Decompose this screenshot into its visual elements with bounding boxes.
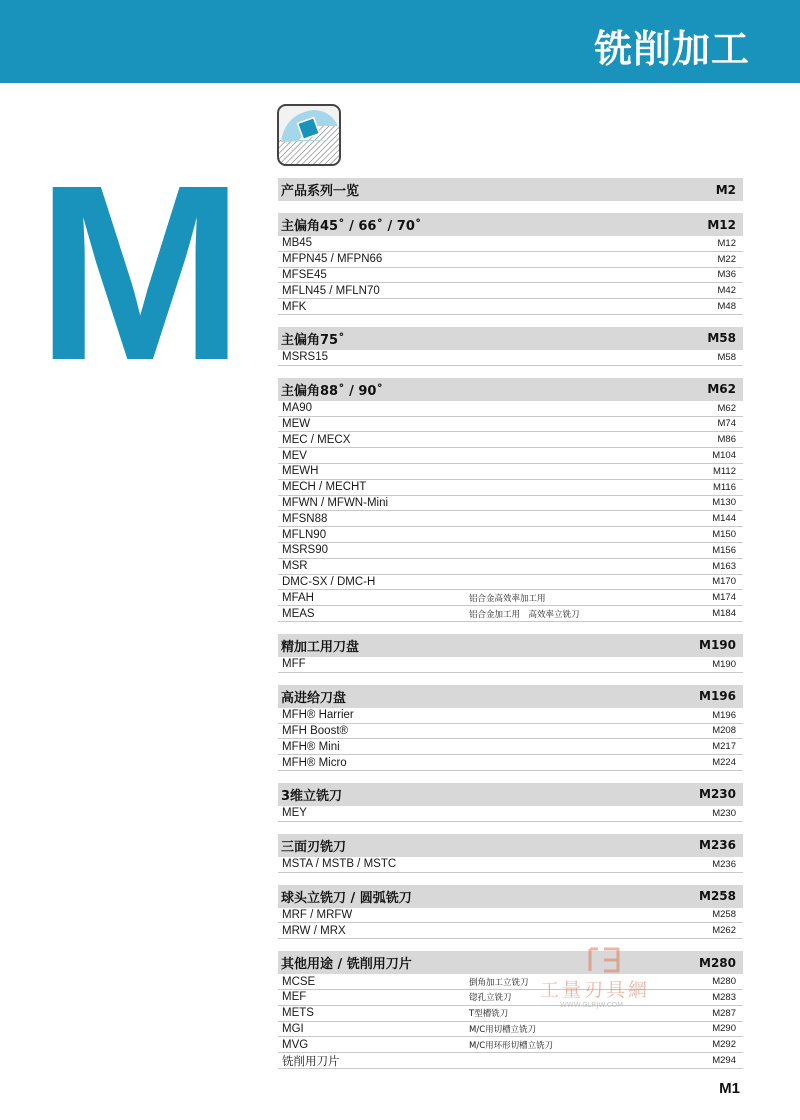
row-page: M184 (712, 608, 736, 620)
row-name: MB45 (282, 237, 313, 250)
row-description: M/C用环形切槽立铣刀 (469, 1040, 554, 1051)
toc-row[interactable] (278, 590, 743, 606)
row-name: MRW / MRX (282, 924, 346, 937)
row-page: M287 (712, 1007, 736, 1019)
row-page: M58 (717, 351, 736, 363)
row-page: M74 (717, 418, 736, 430)
toc-row[interactable] (278, 268, 743, 284)
section-header[interactable] (278, 834, 743, 857)
toc-row[interactable] (278, 857, 743, 873)
section-page: M2 (715, 182, 736, 197)
section-header[interactable] (278, 885, 743, 908)
section-title: 主偏角45˚ / 66˚ / 70˚ (281, 219, 422, 234)
row-page: M208 (712, 725, 736, 737)
toc-row[interactable] (278, 448, 743, 464)
row-name: MGI (282, 1022, 304, 1035)
row-name: METS (282, 1007, 314, 1020)
section-page: M12 (707, 217, 736, 232)
row-name: MFLN45 / MFLN70 (282, 284, 380, 297)
row-description: 铝合金高效率加工用 (469, 593, 546, 604)
row-page: M170 (712, 576, 736, 588)
toc-row[interactable] (278, 401, 743, 417)
row-description: T型槽铣刀 (469, 1009, 509, 1020)
row-page: M116 (712, 481, 736, 493)
row-page: M104 (712, 450, 736, 462)
toc-section (278, 834, 743, 873)
row-page: M42 (717, 285, 736, 297)
row-name: MFLN90 (282, 528, 327, 541)
section-page: M230 (699, 787, 736, 802)
row-page: M48 (717, 301, 736, 313)
toc-row[interactable] (278, 923, 743, 939)
row-name: MFWN / MFWN-Mini (282, 496, 389, 509)
toc-row[interactable] (278, 1022, 743, 1038)
row-page: M280 (712, 976, 736, 987)
header-title: 铣削加工 (593, 27, 750, 71)
header-bar (0, 0, 800, 83)
watermark-url: WWW.GLRJW.COM (560, 1001, 624, 1009)
row-page: M290 (712, 1023, 736, 1035)
row-name: MSRS15 (282, 351, 329, 364)
section-page: M258 (699, 889, 736, 904)
toc-row[interactable] (278, 511, 743, 527)
section-title: 主偏角88˚ / 90˚ (281, 383, 383, 399)
toc-section (278, 885, 743, 940)
section-title: 精加工用刀盘 (281, 639, 360, 655)
row-page: M258 (712, 909, 736, 921)
section-page: M236 (699, 838, 736, 853)
toc-row[interactable] (278, 755, 743, 771)
row-page: M217 (712, 741, 736, 753)
section-title: 产品系列一览 (281, 184, 360, 199)
section-title: 其他用途 / 铣削用刀片 (281, 957, 412, 973)
toc-section (278, 685, 743, 771)
row-name: MCSE (282, 975, 316, 988)
row-name: MFSN88 (282, 512, 328, 525)
row-name: MSR (282, 560, 308, 573)
toc-row[interactable] (278, 283, 743, 299)
row-name: MEWH (282, 465, 319, 478)
watermark-text: 工量刃具網 (540, 979, 651, 1001)
row-name: MEAS (282, 607, 315, 620)
row-page: M230 (712, 807, 736, 819)
row-page: M236 (712, 858, 736, 870)
toc-section (278, 783, 743, 822)
row-page: M86 (717, 434, 736, 446)
toc-row[interactable] (278, 417, 743, 433)
row-name: MA90 (282, 402, 313, 415)
toc-row[interactable] (278, 908, 743, 924)
row-name: DMC-SX / DMC-H (282, 575, 376, 588)
toc-row[interactable] (278, 1053, 743, 1069)
row-name: MFF (282, 658, 306, 671)
section-title: 主偏角75˚ (281, 332, 345, 348)
row-page: M36 (717, 269, 736, 281)
row-name: MEY (282, 807, 307, 820)
toc-section (278, 178, 743, 201)
toc-row[interactable] (278, 724, 743, 740)
toc-row[interactable] (278, 496, 743, 512)
row-name: MVG (282, 1038, 309, 1051)
toc-row[interactable] (278, 252, 743, 268)
toc-section (278, 213, 743, 315)
section-title: 高进给刀盘 (281, 690, 347, 706)
row-description: 倒角加工立铣刀 (469, 977, 529, 988)
row-name: MEV (282, 449, 307, 462)
row-name: MFSE45 (282, 268, 327, 281)
row-name: MRF / MRFW (282, 908, 353, 921)
section-page: M280 (699, 955, 736, 970)
section-page: M190 (699, 638, 736, 653)
toc-row[interactable] (278, 559, 743, 575)
row-page: M62 (717, 402, 736, 414)
toc-row[interactable] (278, 575, 743, 591)
row-description: 铝合金加工用 高效率立铣刀 (469, 609, 580, 620)
row-name: MFH® Mini (282, 740, 340, 753)
row-description: 锪孔立铣刀 (469, 993, 512, 1004)
row-page: M292 (712, 1039, 736, 1051)
section-header[interactable] (278, 685, 743, 708)
row-name: MFK (282, 300, 307, 313)
section-title: 3维立铣刀 (281, 788, 343, 804)
row-name: MSTA / MSTB / MSTC (282, 858, 397, 871)
toc-row[interactable] (278, 432, 743, 448)
section-page: M62 (707, 382, 736, 397)
chapter-letter: M (36, 133, 245, 412)
row-page: M262 (712, 925, 736, 937)
page-number: M1 (719, 1080, 740, 1097)
watermark (540, 945, 740, 1015)
toc-row[interactable] (278, 543, 743, 559)
section-header[interactable] (278, 378, 743, 401)
toc-row[interactable] (278, 657, 743, 673)
milling-insert-icon (277, 104, 341, 166)
toc-row[interactable] (278, 299, 743, 315)
row-name: MEW (282, 417, 311, 430)
row-page: M224 (712, 757, 736, 769)
section-header[interactable] (278, 327, 743, 350)
section-title: 球头立铣刀 / 圆弧铣刀 (281, 890, 412, 906)
toc-row[interactable] (278, 480, 743, 496)
toc-row[interactable] (278, 350, 743, 366)
row-page: M294 (712, 1054, 736, 1066)
row-name: MFH Boost® (282, 724, 348, 737)
toc-row[interactable] (278, 464, 743, 480)
row-name: MFAH (282, 591, 314, 604)
row-name: MFPN45 / MFPN66 (282, 253, 383, 266)
row-page: M144 (712, 513, 736, 525)
toc-section (278, 327, 743, 366)
section-page: M58 (707, 331, 736, 346)
row-page: M112 (712, 465, 736, 477)
row-page: M283 (712, 991, 736, 1003)
row-name: MEF (282, 991, 307, 1004)
row-name: MECH / MECHT (282, 481, 367, 494)
row-page: M190 (712, 658, 736, 670)
toc-section (278, 634, 743, 673)
toc-row[interactable] (278, 1037, 743, 1053)
row-page: M150 (712, 529, 736, 541)
row-page: M196 (712, 709, 736, 721)
row-page: M22 (717, 253, 736, 265)
section-header[interactable] (278, 634, 743, 657)
row-name: MFH® Micro (282, 756, 347, 769)
row-name: MFH® Harrier (282, 709, 354, 722)
row-name: 铣削用刀片 (282, 1055, 340, 1068)
toc-row[interactable] (278, 806, 743, 822)
row-page: M156 (712, 544, 736, 556)
row-page: M174 (712, 592, 736, 604)
toc-row[interactable] (278, 739, 743, 755)
row-page: M130 (712, 497, 736, 509)
toc-row[interactable] (278, 527, 743, 543)
toc-row[interactable] (278, 606, 743, 622)
row-page: M163 (712, 560, 736, 572)
section-header[interactable] (278, 213, 743, 236)
row-name: MSRS90 (282, 544, 329, 557)
watermark-logo-icon (584, 945, 624, 975)
row-name: MEC / MECX (282, 433, 351, 446)
section-header[interactable] (278, 783, 743, 806)
section-header[interactable] (278, 178, 743, 201)
toc-row[interactable] (278, 236, 743, 252)
section-title: 三面刃铣刀 (281, 839, 347, 855)
row-description: M/C用切槽立铣刀 (469, 1024, 537, 1035)
toc-section (278, 378, 743, 622)
section-page: M196 (699, 689, 736, 704)
row-page: M12 (717, 237, 736, 249)
toc-row[interactable] (278, 708, 743, 724)
